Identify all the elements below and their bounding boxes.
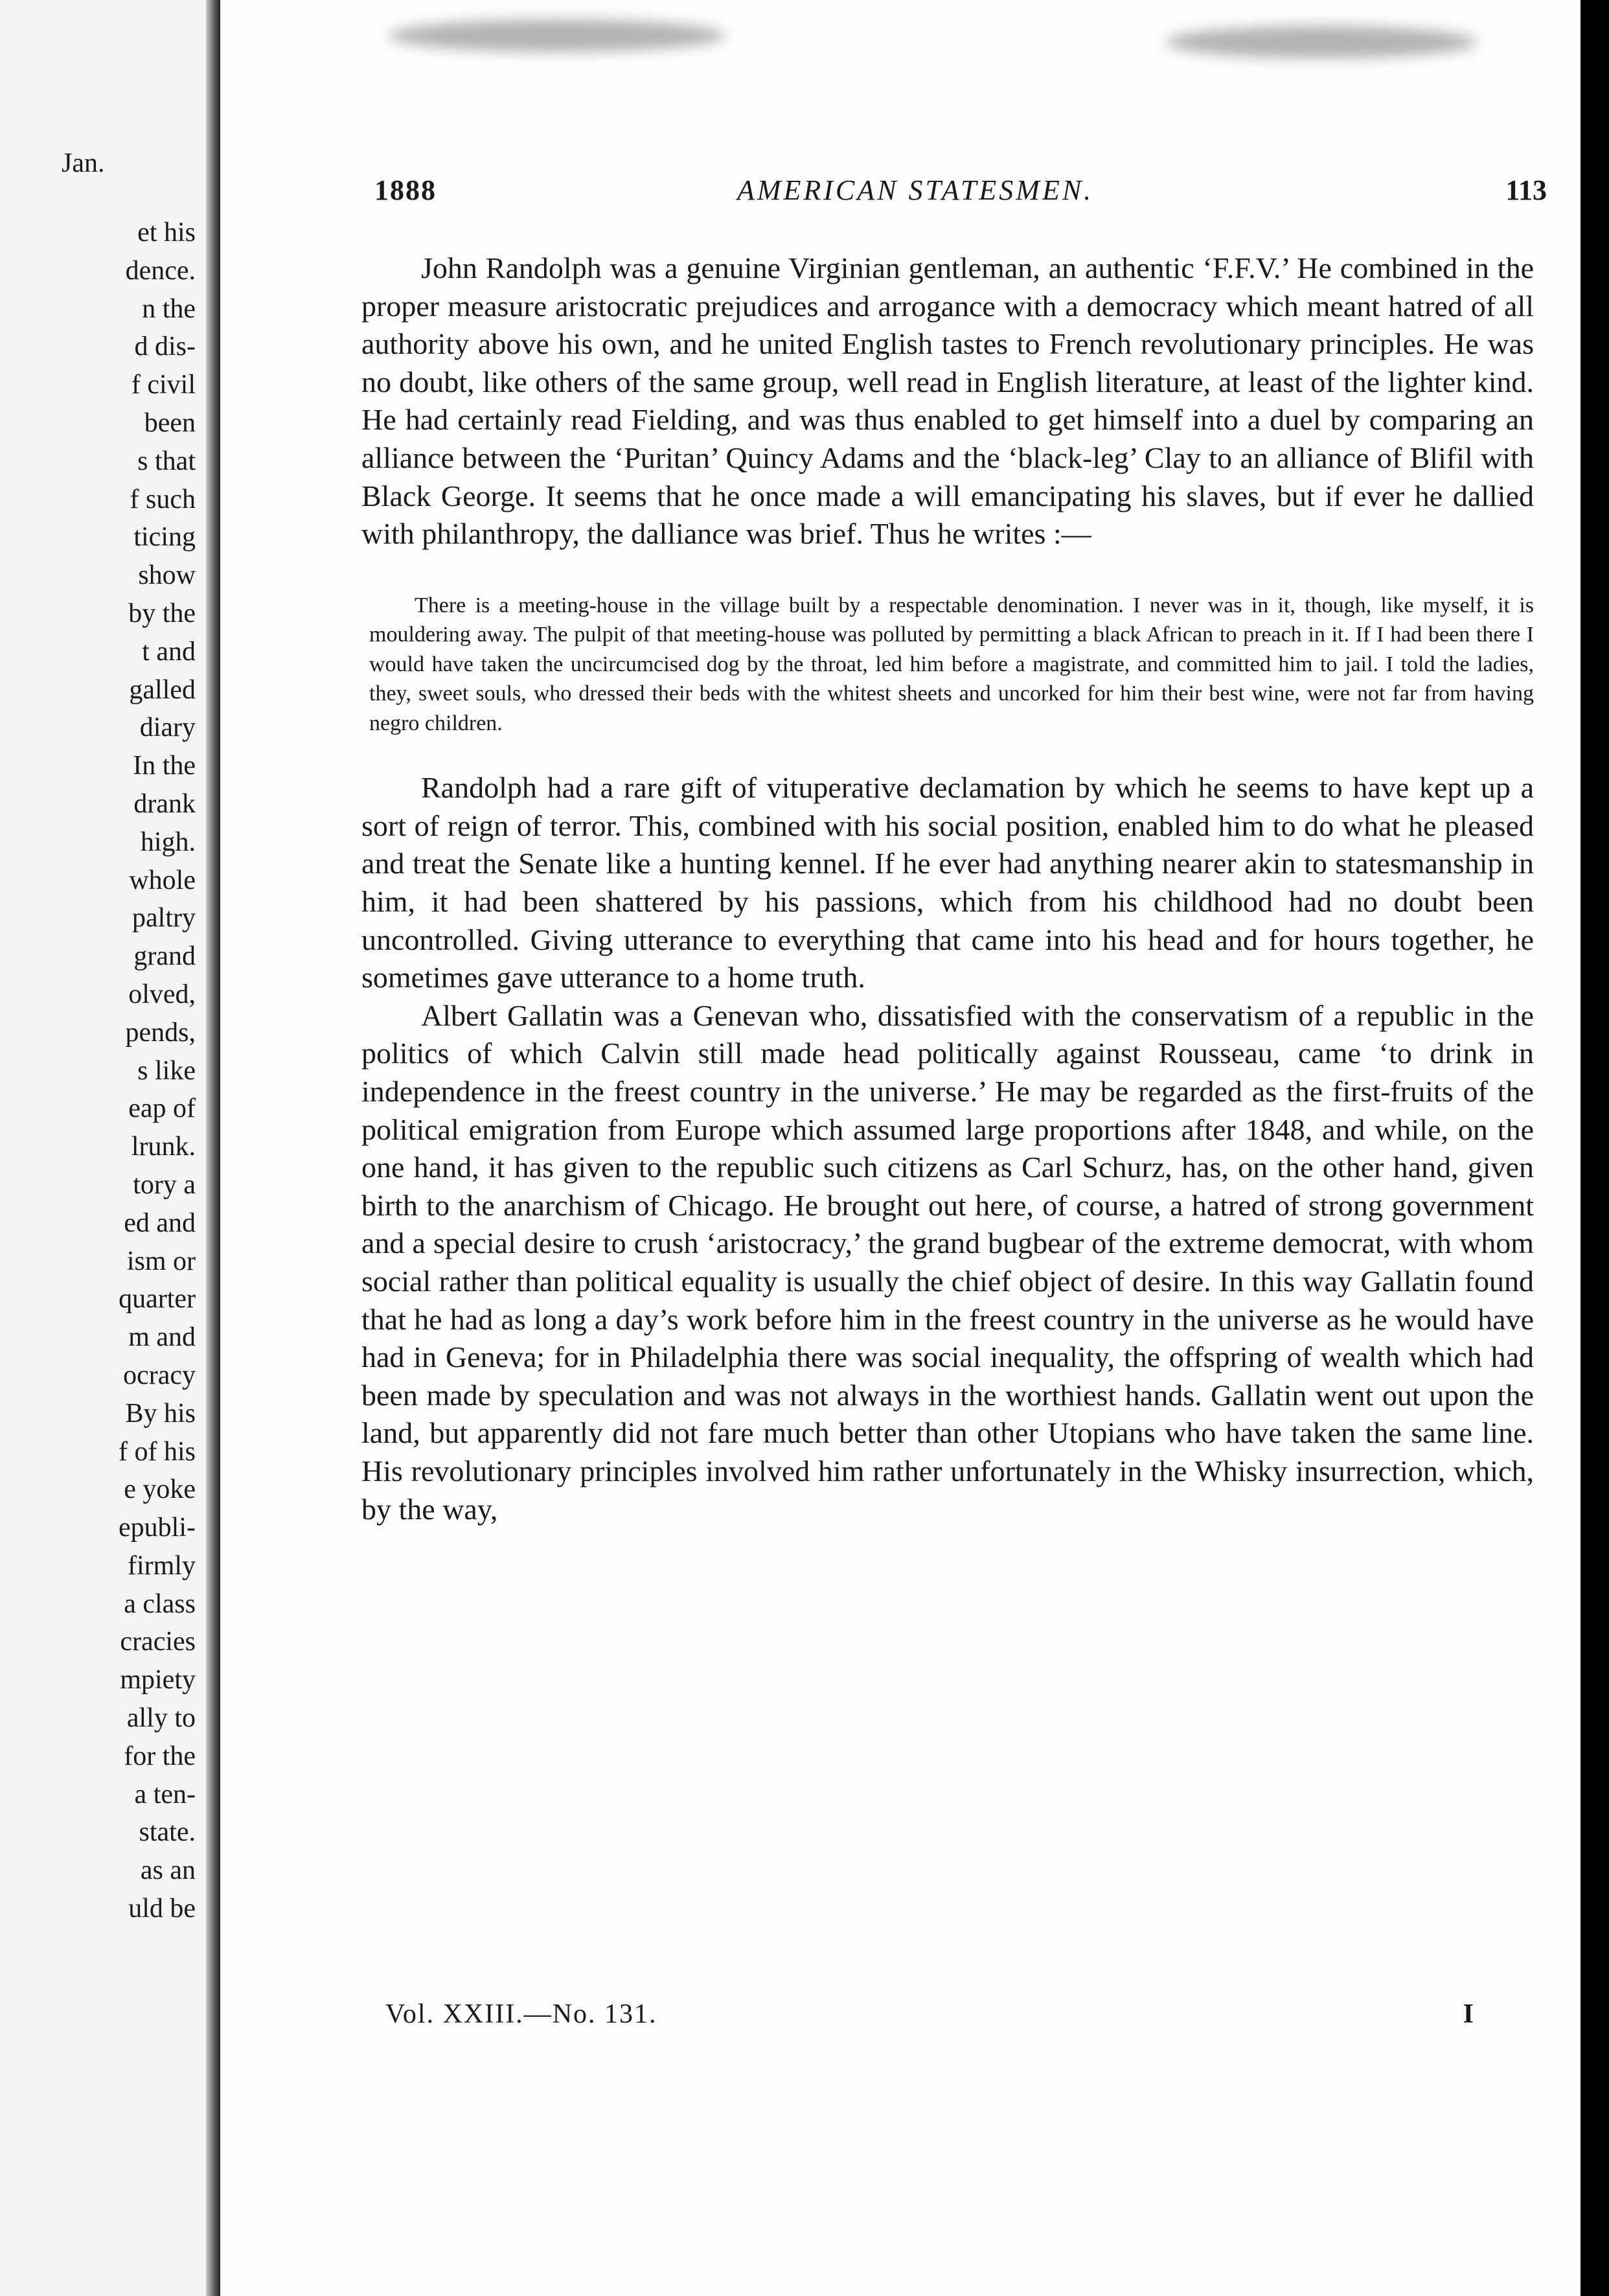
previous-page-fragment: tory a (133, 1169, 196, 1200)
running-title: AMERICAN STATESMEN. (737, 174, 1094, 206)
previous-page-fragment: high. (140, 827, 196, 857)
paragraph-gallatin: Albert Gallatin was a Genevan who, dissatisfied with the conservatism of a republic in the politics of which Calvin still made head politically against Rousseau, came ‘to drink in independence in the freest country in the universe.’ He may be regarded as the first-fruits of the political emigration from Europe which assumed large proportions after 1848, and while, on the one hand, it has given to the republic such citizens as Carl Schurz, has, on the other hand, given birth to the anarchism of Chicago. He brought out here, of course, a hatred of strong government and a special desire to crush ‘aristocracy,’ the grand bugbear of the extreme democrat, with whom social rather than political equality is usually the chief object of desire. In this way Gallatin found that he had as long a day’s work before him in the freest country in the universe as he would have had in Geneva; for in Philadelphia there was social inequality, the offspring of wealth which had been made by speculation and was not always in the worthiest hands. Gallatin went out upon the land, but apparently did not fare much better than other Utopians who have taken the same line. His revolutionary principles involved him rather unfortunately in the Whisky insurrection, which, by the way, (361, 998, 1534, 1526)
previous-page-fragment: been (144, 408, 196, 438)
previous-page-fragment: In the (133, 751, 196, 781)
block-quote: There is a meeting-house in the village built by a respectable denomination. I never was in it, though, like myself, it is mouldering away. The pulpit of that meeting-house was polluted by permitting a black African to preach in it. If I had been there I would have taken the uncircumcised dog by the throat, led him before a magistrate, and committed him to jail. I told the ladies, they, sweet souls, who dressed their beds with the whitest sheets and uncorked for him their best wine, were not far from having negro children. (369, 593, 1534, 735)
previous-page-fragment: e yoke (124, 1475, 196, 1505)
previous-page-fragment: whole (129, 865, 196, 895)
previous-page-fragment: eap of (128, 1094, 196, 1124)
previous-page-fragment: s like (137, 1055, 196, 1086)
previous-page-fragment: d dis- (134, 332, 196, 362)
previous-page-fragment: pends, (125, 1017, 196, 1048)
page-number: 113 (1505, 174, 1547, 206)
previous-page-fragment: grand (133, 941, 196, 972)
previous-page-edge (0, 0, 220, 2296)
previous-page-fragment: state. (139, 1817, 196, 1848)
previous-page-fragment: f of his (119, 1436, 196, 1467)
previous-page-header: Jan. (62, 148, 105, 178)
previous-page-fragment: s that (137, 446, 196, 476)
previous-page-fragment: uld be (128, 1894, 196, 1924)
previous-page-fragment: as an (140, 1855, 196, 1886)
previous-page-fragment: olved, (128, 979, 196, 1009)
previous-page-fragment: drank (133, 788, 196, 819)
previous-page-fragment: lrunk. (131, 1132, 196, 1162)
previous-page-fragment: cracies (120, 1627, 196, 1657)
previous-page-fragment: a class (124, 1589, 196, 1619)
previous-page-fragment: ocracy (123, 1360, 196, 1390)
page-body (361, 249, 1534, 1528)
previous-page-fragment: ally to (126, 1703, 196, 1734)
previous-page-fragment: galled (129, 674, 196, 705)
previous-page-fragment: quarter (119, 1284, 196, 1314)
previous-page-fragment: f such (130, 484, 196, 514)
volume-signature: Vol. XXIII.—No. 131. (385, 1999, 657, 2029)
previous-page-fragment: ism or (126, 1246, 196, 1276)
scan-smudge (1166, 26, 1477, 58)
page (220, 0, 1580, 2296)
previous-page-fragment: dence. (125, 255, 196, 286)
previous-page-fragment: paltry (132, 903, 196, 934)
previous-page-fragment: ed and (124, 1208, 196, 1238)
previous-page-fragment: epubli- (119, 1513, 196, 1543)
sheet-mark: I (1463, 1999, 1474, 2029)
paragraph-randolph: John Randolph was a genuine Virginian gentleman, an authentic ‘F.F.V.’ He combined in the proper measure aristocratic prejudices and arrogance with a democracy which meant hatred of all authority above his own, and he united English tastes to French revolutionary principles. He was no doubt, like others of the same group, well read in English literature, at least of the lighter kind. He had certainly read Fielding, and was thus enabled to get himself into a duel by comparing an alliance between the ‘Puritan’ Quincy Adams and the ‘black-leg’ Clay to an alliance of Blifil with Black George. It seems that he once made a will emancipating his slaves, but if ever he dallied with philanthropy, the dalliance was brief. Thus he writes :— (361, 251, 1534, 551)
book-gutter (206, 0, 220, 2296)
header-year: 1888 (374, 174, 437, 206)
previous-page-fragment: m and (128, 1322, 196, 1353)
running-head (374, 174, 1547, 212)
previous-page-fragment: by the (128, 598, 196, 628)
previous-page-fragment: ticing (133, 522, 196, 553)
previous-page-text-fragments (119, 214, 196, 1928)
previous-page-fragment: show (138, 560, 196, 591)
previous-page-fragment: f civil (131, 370, 196, 400)
previous-page-fragment: et his (137, 218, 196, 247)
previous-page-fragment: mpiety (120, 1665, 196, 1695)
previous-page-fragment: a ten- (134, 1779, 196, 1809)
scan-smudge (389, 19, 725, 52)
previous-page-fragment: By his (125, 1398, 196, 1429)
previous-page-fragment: for the (124, 1741, 196, 1771)
paragraph-randolph-declamation: Randolph had a rare gift of vituperative declamation by which he seems to have kept up a sort of reign of terror. This, combined with his social position, enabled him to do what he pleased and treat the Senate like a hunting kennel. If he ever had anything nearer akin to statesmanship in him, it had been shattered by his passions, which from his childhood had no doubt been uncontrolled. Giving utterance to everything that came into his head and for hours together, he sometimes gave utterance to a home truth. (361, 771, 1534, 994)
previous-page-fragment: firmly (128, 1550, 196, 1581)
previous-page-fragment: n the (142, 293, 196, 324)
previous-page-fragment: diary (139, 713, 196, 743)
previous-page-fragment: t and (142, 636, 196, 667)
